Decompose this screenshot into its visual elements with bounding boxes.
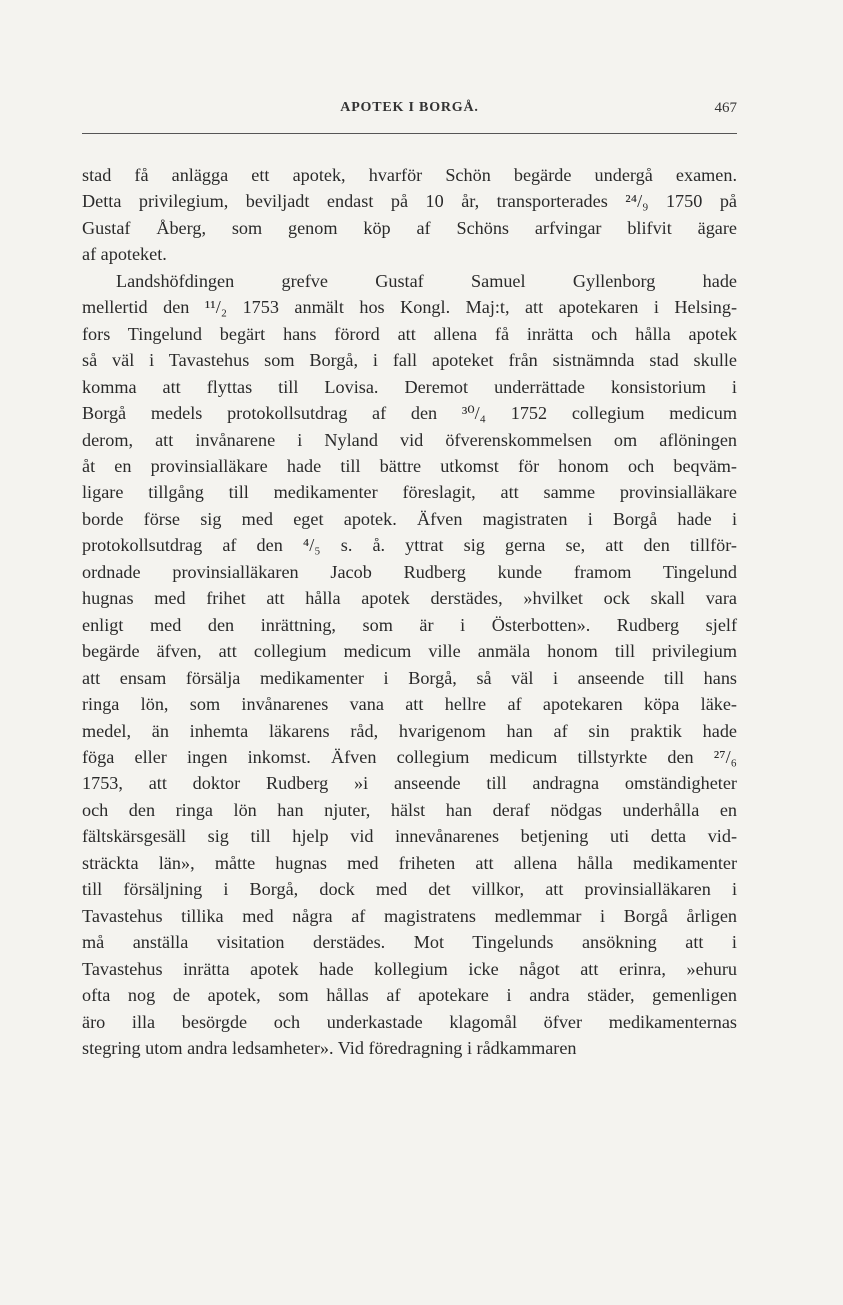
text-line: 1753, att doktor Rudberg »i anseende till andragna omständigheter bbox=[82, 773, 737, 794]
body-text bbox=[82, 162, 737, 1061]
text-line: ringa lön, som invånarenes vana att hellre af apotekaren köpa läke- bbox=[82, 694, 737, 715]
text-line: föga eller ingen inkomst. Äfven collegium medicum tillstyrkte den ²⁷/₆ bbox=[82, 746, 737, 767]
text-line: Detta privilegium, beviljadt endast på 10 år, transporterades ²⁴/₉ 1750 på bbox=[82, 191, 737, 212]
text-line: af apoteket. bbox=[82, 244, 167, 265]
text-line: må anställa visitation derstädes. Mot Tingelunds ansökning att i bbox=[82, 932, 737, 953]
text-line: mellertid den ¹¹/₂ 1753 anmält hos Kongl. Maj:t, att apotekaren i Helsing- bbox=[82, 297, 737, 318]
text-line: ligare tillgång till medikamenter föreslagit, att samme provinsialläkare bbox=[82, 482, 737, 503]
text-line: hugnas med frihet att hålla apotek derstädes, »hvilket ock skall vara bbox=[82, 588, 737, 609]
header-rule bbox=[82, 133, 737, 134]
text-line: Landshöfdingen grefve Gustaf Samuel Gyllenborg hade bbox=[116, 270, 737, 291]
text-line: stegring utom andra ledsamheter». Vid föredragning i rådkammaren bbox=[82, 1037, 577, 1058]
text-line: stad få anlägga ett apotek, hvarför Schön begärde undergå examen. bbox=[82, 165, 737, 185]
text-line: begärde äfven, att collegium medicum ville anmäla honom till privilegium bbox=[82, 641, 737, 662]
text-line: ordnade provinsialläkaren Jacob Rudberg kunde framom Tingelund bbox=[82, 561, 737, 582]
text-line: protokollsutdrag af den ⁴/₅ s. å. yttrat sig gerna se, att den tillför- bbox=[82, 535, 737, 556]
text-line: Gustaf Åberg, som genom köp af Schöns arfvingar blifvit ägare bbox=[82, 217, 737, 238]
text-line: derom, att invånarene i Nyland vid öfverenskommelsen om aflöningen bbox=[82, 429, 737, 450]
text-line: äro illa besörgde och underkastade klagomål öfver medikamenternas bbox=[82, 1011, 737, 1032]
text-line: Tavastehus tillika med några af magistratens medlemmar i Borgå årligen bbox=[82, 905, 737, 926]
text-line: till försäljning i Borgå, dock med det villkor, att provinsialläkaren i bbox=[82, 879, 737, 900]
text-line: fors Tingelund begärt hans förord att allena få inrätta och hålla apotek bbox=[82, 323, 737, 344]
text-line: borde förse sig med eget apotek. Äfven magistraten i Borgå hade i bbox=[82, 508, 737, 529]
text-line: fältskärsgesäll sig till hjelp vid innevånarenes betjening uti detta vid- bbox=[82, 826, 737, 847]
text-line: och den ringa lön han njuter, hälst han deraf nödgas underhålla en bbox=[82, 799, 737, 820]
running-title: APOTEK I BORGÅ. bbox=[340, 100, 479, 115]
text-line: komma att flyttas till Lovisa. Deremot underrättade konsistorium i bbox=[82, 376, 737, 397]
page-header bbox=[82, 100, 737, 124]
text-line: så väl i Tavastehus som Borgå, i fall apoteket från sistnämnda stad skulle bbox=[82, 350, 737, 371]
text-line: att ensam försälja medikamenter i Borgå, så väl i anseende till hans bbox=[82, 667, 737, 688]
text-line: åt en provinsialläkare hade till bättre utkomst för honom och beqväm- bbox=[82, 455, 737, 476]
text-line: medel, än inhemta läkarens råd, hvarigenom han af sin praktik hade bbox=[82, 720, 737, 741]
text-line: Borgå medels protokollsutdrag af den ³⁰/₄ 1752 collegium medicum bbox=[82, 403, 737, 424]
text-line: ofta nog de apotek, som hållas af apotekare i andra städer, gemenligen bbox=[82, 985, 737, 1006]
page-number: 467 bbox=[714, 100, 737, 116]
text-line: enligt med den inrättning, som är i Österbotten». Rudberg sjelf bbox=[82, 614, 737, 635]
text-line: sträckta län», måtte hugnas med friheten att allena hålla medikamenter bbox=[82, 852, 737, 873]
text-line: Tavastehus inrätta apotek hade kollegium icke något att erinra, »ehuru bbox=[82, 958, 737, 979]
